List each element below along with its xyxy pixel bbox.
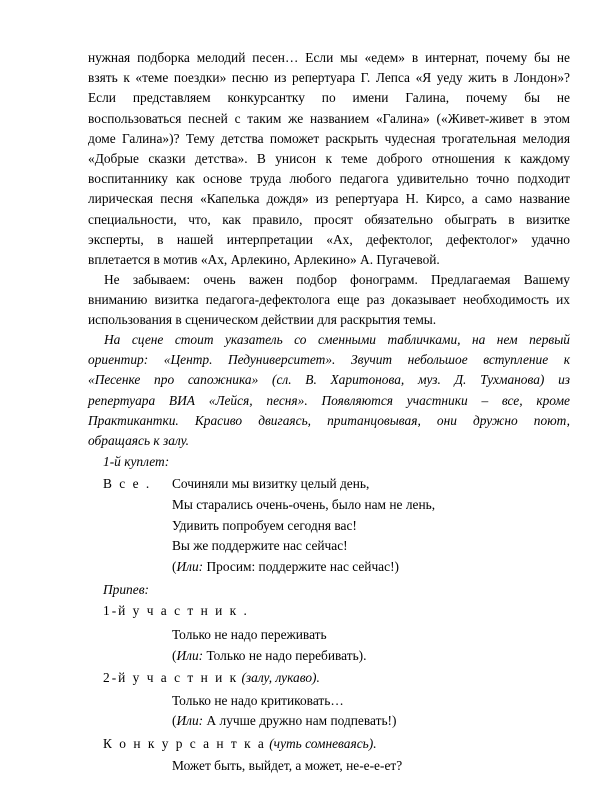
speaker-all: В с е .	[103, 476, 152, 491]
contestant-line: Может быть, выйдет, а может, не-е-е-ет?	[172, 758, 403, 773]
intro-paragraph	[88, 48, 570, 270]
text-line: воспитаннику как основе труда любого педагога удивительно точно подходит	[88, 171, 570, 187]
text-line: вниманию визитка педагога-дефектолога еще раз доказывает необходимость их	[88, 292, 570, 308]
speaker-participant-2-line	[103, 668, 320, 688]
chorus-alt-line: (Или: Только не надо перебивать).	[172, 648, 367, 663]
text-line: нужная подборка мелодий песен… Если мы «едем» в интернат, почему бы не	[88, 50, 570, 65]
text-line: эксперты, в нашей интерпретации «Ах, дефектолог, дефектолог» удачно	[88, 231, 570, 247]
text-line: «Добрые сказки детства». В унисон к теме доброго отношения к каждому	[88, 151, 570, 167]
chorus-alt-line: (Или: А лучше дружно нам подпевать!)	[172, 713, 397, 728]
text-line: На сцене стоит указатель со сменными табличками, на нем первый	[104, 332, 570, 347]
p2-alt-text: А лучше дружно нам подпевать!)	[203, 713, 397, 728]
chorus-label: Припев:	[103, 582, 149, 597]
speaker-participant-1: 1-й у ч а с т н и к .	[103, 603, 249, 618]
text-line: взять к «теме поездки» песню из репертуара Г. Лепса «Я уеду жить в Лондон»?	[88, 70, 570, 86]
verse1-alt-label: Или:	[176, 559, 204, 574]
text-line: Практикантки. Красиво двигаясь, пританцовывая, они дружно поют,	[88, 412, 570, 428]
text-line: вплетается в мотив «Ах, Арлекино, Арлекино» А. Пугачевой.	[88, 252, 440, 268]
p1-alt-text: Только не надо перебивать).	[203, 648, 367, 663]
text-line: лирическая песня «Капелька дождя» из репертуара Н. Кирсо, а само название	[88, 191, 570, 207]
chorus-line: Только не надо переживать	[172, 627, 327, 642]
verse1-alt-text: Просим: поддержите нас сейчас!)	[203, 559, 399, 574]
speaker-contestant: К о н к у р с а н т к а	[103, 736, 266, 751]
stage-note: (чуть сомневаясь).	[265, 736, 377, 751]
text-line: использования в сценическом действии для раскрытия темы.	[88, 312, 437, 328]
verse1-line: Сочиняли мы визитку целый день,	[172, 476, 370, 491]
text-line: репертуара ВИА «Лейся, песня». Появляются участники – все, кроме	[88, 392, 570, 408]
verse1-line: Удивить попробуем сегодня вас!	[172, 518, 357, 533]
verse1-line: Мы старались очень-очень, было нам не лень,	[172, 497, 436, 512]
verse1-label: 1-й куплет:	[103, 454, 170, 469]
p2-alt-label: Или:	[176, 713, 204, 728]
text-line: специальности, что, как правило, просят обязательно обыграть в визитке	[88, 211, 570, 227]
verse1-alt-open: (	[172, 559, 177, 574]
verse1-alt-line	[172, 557, 399, 577]
stage-direction-paragraph	[88, 330, 570, 451]
text-line: обращаясь к залу.	[88, 433, 190, 449]
stage-note: (залу, лукаво).	[238, 670, 320, 685]
verse1-line: Вы же поддержите нас сейчас!	[172, 538, 348, 553]
chorus-line: Только не надо критиковать…	[172, 693, 344, 708]
text-line: Если представляем конкурсантку по имени Галина, почему бы не	[88, 90, 570, 106]
p1-alt-label: Или:	[176, 648, 204, 663]
phonogram-paragraph	[88, 270, 570, 331]
text-line: «Песенке про сапожника» (сл. В. Харитонова, муз. Д. Тухманова) из	[88, 372, 570, 388]
text-line: ориентир: «Центр. Педуниверситет». Звучит небольшое вступление к	[88, 352, 570, 368]
speaker-contestant-line	[103, 734, 377, 754]
text-line: воспользоваться песней с таким же названием «Галина» («Живет-живет в этом	[88, 110, 570, 126]
text-line: доме Галина»)? Тему детства поможет раскрыть чудесная трогательная мелодия	[88, 130, 570, 146]
text-line: Не забываем: очень важен подбор фонограмм. Предлагаемая Вашему	[104, 272, 570, 287]
speaker-participant-2: 2-й у ч а с т н и к	[103, 670, 239, 685]
